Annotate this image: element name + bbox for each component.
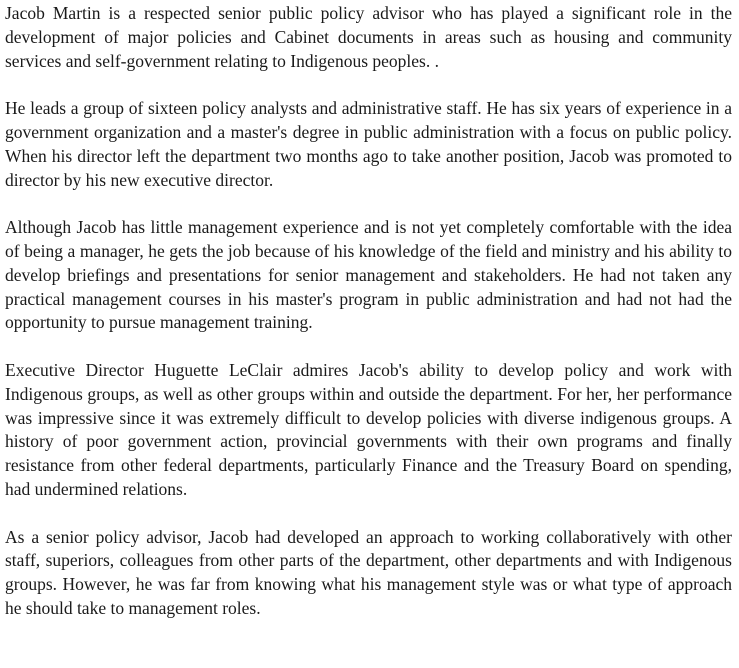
paragraph-team: He leads a group of sixteen policy analysts and administrative staff. He has six years of experience in a government organization and a master's degree in public administration with a focus on public policy. When his director left the department two months ago to take another position, Jacob was promoted to director by his new executive director.: [5, 98, 732, 190]
paragraph-experience: Although Jacob has little management experience and is not yet completely comfortable with the idea of being a manager, he gets the job because of his knowledge of the field and ministry and his ability to develop briefings and presentations for senior management and stakeholders. He had not taken any practical management courses in his master's program in public administration and had not had the opportunity to pursue management training.: [5, 217, 732, 333]
paragraph-executive-director: Executive Director Huguette LeClair admires Jacob's ability to develop policy and work with Indigenous groups, as well as other groups within and outside the department. For her, her performance was impressive since it was extremely difficult to develop policies with diverse indigenous groups. A history of poor government action, provincial governments with their own programs and finally resistance from other federal departments, particularly Finance and the Treasury Board on spending, had undermined relations.: [5, 359, 732, 499]
paragraph-intro: Jacob Martin is a respected senior public policy advisor who has played a significant role in the development of major policies and Cabinet documents in areas such as housing and community services and self-government relating to Indigenous peoples. .: [5, 3, 732, 71]
paragraph-approach: As a senior policy advisor, Jacob had developed an approach to working collaboratively with other staff, superiors, colleagues from other parts of the department, other departments and with Indigenous groups. However, he was far from knowing what his management style was or what type of approach he should take to management roles.: [5, 526, 732, 618]
